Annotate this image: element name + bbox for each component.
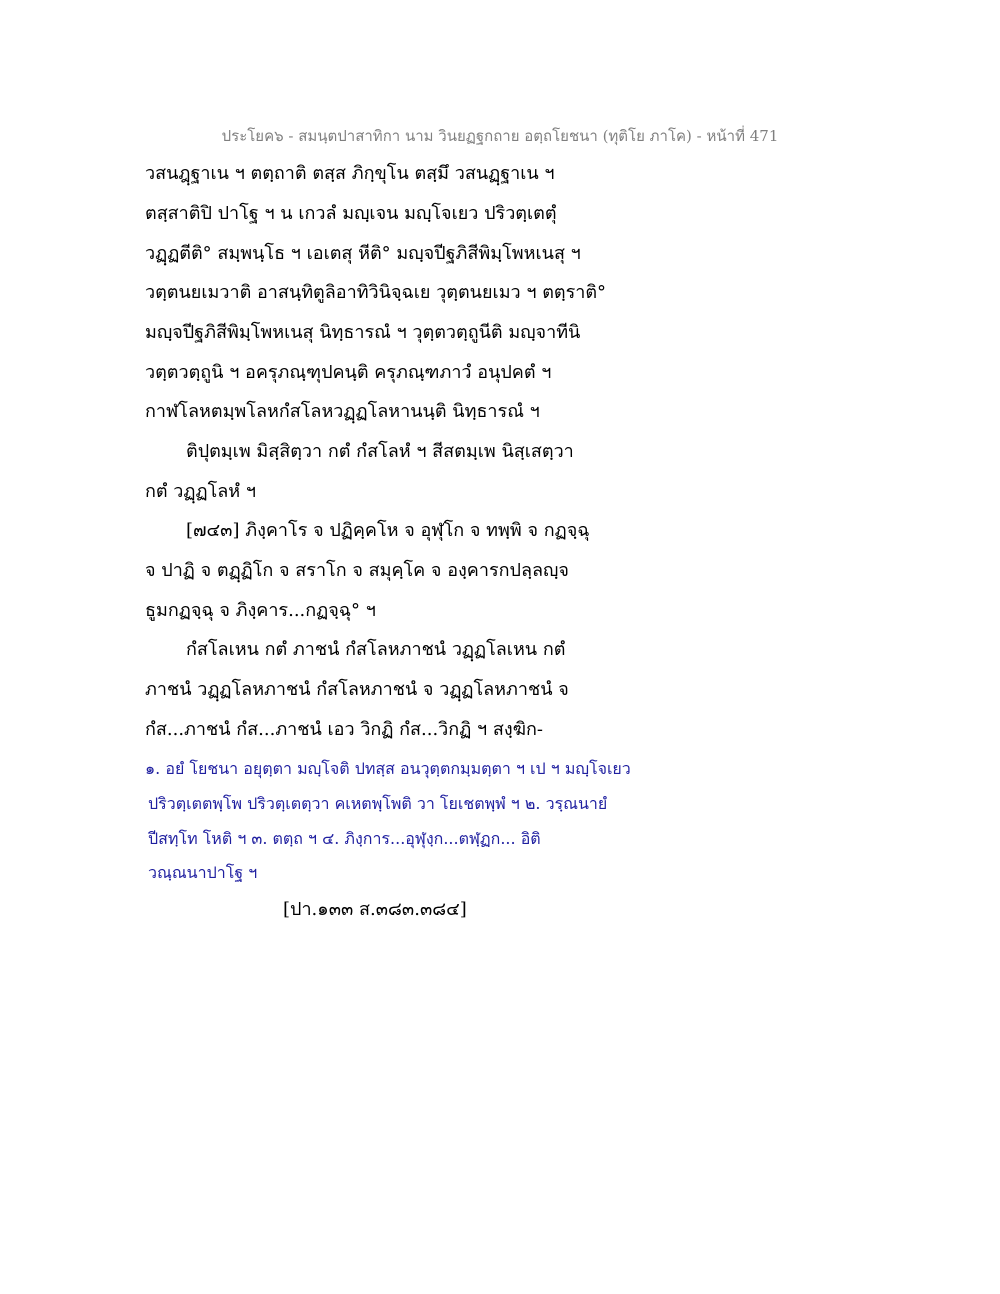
body-line-9: กตํ วฏฺฏโลหํ ฯ (145, 481, 256, 502)
footnote-line-3: ปีสทฺโท โหติ ฯ ๓. ตตฺถ ฯ ๔. ภิงฺการ...อุฬุงฺก...ตฬฺฏก... อิติ (148, 829, 541, 848)
footnote-line-2: ปริวตฺเตตพฺโพ ปริวตฺเตตฺวา คเหตพฺโพติ วา โยเชตพฺพํ ฯ ๒. วรฺณนายํ (148, 794, 608, 813)
body-line-11: จ ปาฏิ จ ตฏฺฏิโก จ สราโก จ สมุคฺโค จ องฺคารกปลฺลญฺจ (145, 560, 569, 581)
page-header: ประโยค๖ - สมนฺตปาสาทิกา นาม วินยฏฐกถาย อตฺถโยชนา (ทุติโย ภาโค) - หน้าที่ 471 (221, 127, 779, 145)
body-line-6: วตฺตวตฺถูนิ ฯ อครุภณฺฑุปคนฺติ ครุภณฺฑภาวํ อนุปคตํ ฯ (145, 362, 552, 383)
body-line-4: วตฺตนยเมวาติ อาสนฺทิตูลิอาทิวินิจฺฉเย วุตฺตนยเมว ฯ ตตฺราติ° (145, 282, 607, 303)
body-line-5: มญฺจปีฐภิสีพิมฺโพหเนสุ นิทฺธารณํ ฯ วุตฺตวตฺถูนีติ มญฺจาทีนิ (145, 322, 581, 343)
body-line-7: กาฬโลหตมฺพโลหกํสโลหวฏฺฏโลหานนฺติ นิทฺธารณํ ฯ (145, 401, 540, 422)
footnote-line-1: ๑. อยํ โยชนา อยุตฺตา มญฺโจติ ปทสฺส อนวุตฺตกมฺมตฺตา ฯ เป ฯ มญฺโจเยว (145, 759, 631, 778)
footnote-line-4: วณฺณนาปาโฐ ฯ (148, 863, 258, 882)
body-line-8: ติปุตมฺเพ มิสฺสิตฺวา กตํ กํสโลหํ ฯ สีสตมฺเพ นิสฺเสตฺวา (186, 441, 574, 462)
body-line-1: วสนฎฺฐาเน ฯ ตตฺถาติ ตสฺส ภิกฺขุโน ตสฺมึ วสนฏฺฐาเน ฯ (145, 163, 555, 184)
page-reference: [ปา.๑๓๓ ส.๓๘๓.๓๘๔] (283, 899, 467, 920)
body-line-14: ภาชนํ วฏฺฏโลหภาชนํ กํสโลหภาชนํ จ วฏฺฏโลหภาชนํ จ (145, 679, 569, 700)
body-line-10: [๗๔๓] ภิงฺคาโร จ ปฏิคฺคโห จ อุฬุโก จ ทพฺพิ จ กฏจฺฉุ (186, 520, 590, 541)
body-line-3: วฏฺฏตีติ° สมฺพนฺโธ ฯ เอเตสุ หีติ° มญฺจปีฐภิสีพิมฺโพหเนสุ ฯ (145, 243, 581, 264)
body-line-13: กํสโลเหน กตํ ภาชนํ กํสโลหภาชนํ วฏฺฏโลเหน กตํ (186, 639, 566, 660)
body-line-12: ธูมกฏจฺฉุ จ ภิงฺคาร...กฏจฺฉุ° ฯ (145, 600, 376, 621)
body-line-2: ตสฺสาติปิ ปาโฐ ฯ น เกวลํ มญฺเจน มญฺโจเยว ปริวตฺเตตุํ (145, 203, 557, 224)
body-line-15: กํส...ภาชนํ กํส...ภาชนํ เอว วิกฏิ กํส...วิกฏิ ฯ สงฺฆิก- (145, 719, 543, 740)
